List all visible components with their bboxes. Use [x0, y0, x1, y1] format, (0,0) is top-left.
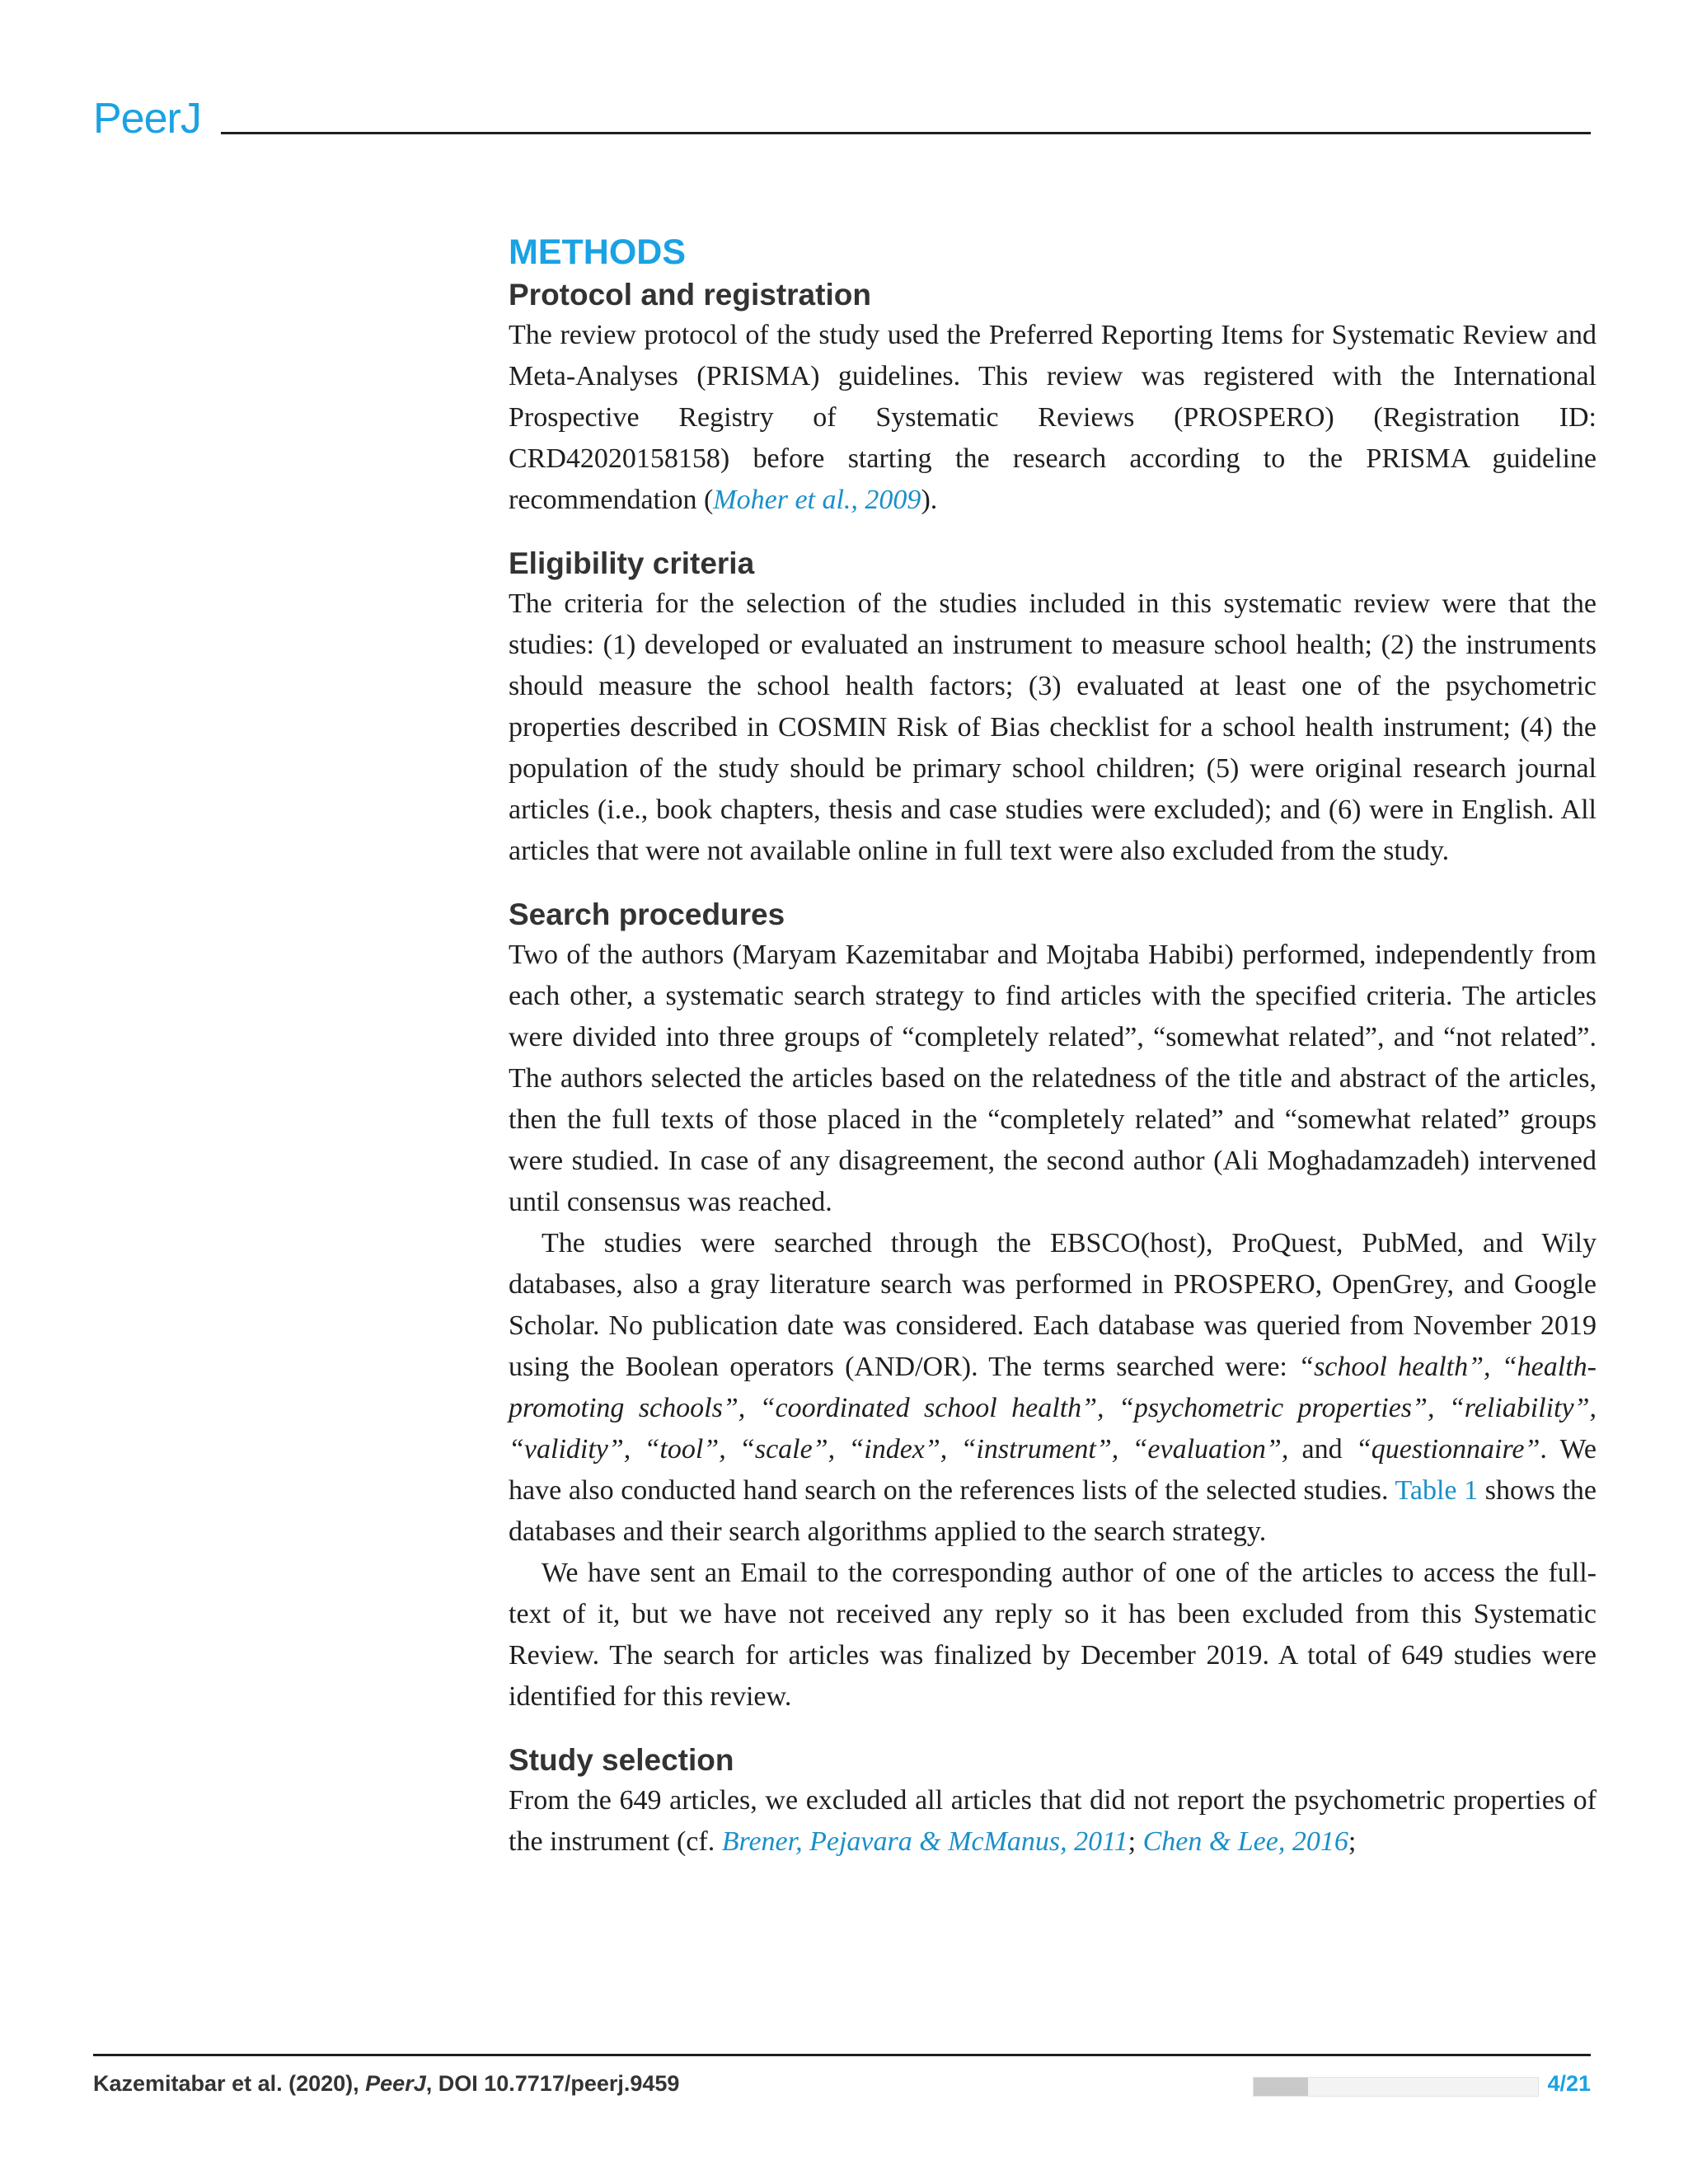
peerj-logo: PeerJ — [93, 95, 201, 143]
header-rule — [221, 132, 1591, 134]
table-1-link[interactable]: Table 1 — [1395, 1475, 1479, 1506]
footer-journal: PeerJ — [365, 2071, 426, 2096]
search-paragraph-1: Two of the authors (Maryam Kazemitabar and Mojtaba Habibi) performed, independently from each other, a systematic search strategy to find articles with the specified criteria. The articles were divided into three groups of “completely related”, “somewhat related”, and “not related”. The authors selected the articles based on the relatedness of the title and abstract of the articles, then the full texts of those placed in the “completely related” and “somewhat related” groups were studied. In case of any disagreement, the second author (Ali Moghadamzadeh) intervened until consensus was reached. — [509, 940, 1597, 1217]
footer-citation: Kazemitabar et al. (2020), PeerJ, DOI 10.7717/peerj.9459 — [93, 2071, 680, 2096]
citation-chen-lee-2016[interactable]: Chen & Lee, 2016 — [1142, 1826, 1348, 1857]
page-number: 4/21 — [1547, 2071, 1591, 2096]
page-progress-fill — [1254, 2078, 1308, 2096]
subhead-selection: Study selection — [509, 1743, 734, 1777]
search-term-questionnaire: “questionnaire” — [1355, 1434, 1540, 1465]
citation-brener-2011[interactable]: Brener, Pejavara & McManus, 2011 — [721, 1826, 1128, 1857]
subhead-eligibility: Eligibility criteria — [509, 546, 755, 580]
citation-moher-2009[interactable]: Moher et al., 2009 — [713, 485, 921, 515]
footer-rule — [93, 2054, 1591, 2056]
eligibility-paragraph: The criteria for the selection of the studies included in this systematic review were that the studies: (1) developed or evaluated an instrument to measure school health; (2) the instruments should measure the school health factors; (3) evaluated at least one of the psychometric properties described in COSMIN Risk of Bias checklist for a school health instrument; (4) the population of the study should be primary school children; (5) were original research journal articles (i.e., book chapters, thesis and case studies were excluded); and (6) were in English. All articles that were not available online in full text were also excluded from the study. — [509, 588, 1597, 866]
section-title-methods: METHODS — [509, 232, 686, 272]
search-paragraph-2: The studies were searched through the EBSCO(host), ProQuest, PubMed, and Wily databases, also a gray literature search was performed in PROSPERO, OpenGrey, and Google Scholar. No publication date was considered. Each database was queried from November 2019 using the Boolean operators (AND/OR). The terms searched were: “school health”, “health-promoting schools”, “coordinated school health”, “psychometric properties”, “reliability”, “validity”, “tool”, “scale”, “index”, “instrument”, “evaluation”, and “questionnaire”. We have also conducted hand search on the references lists of the selected studies. Table 1 shows the databases and their search algorithms applied to the search strategy. — [509, 1228, 1597, 1547]
selection-paragraph: From the 649 articles, we excluded all articles that did not report the psychometric properties of the instrument (cf. Brener, Pejavara & McManus, 2011; Chen & Lee, 2016; — [509, 1785, 1597, 1857]
protocol-paragraph: The review protocol of the study used the Preferred Reporting Items for Systematic Review and Meta-Analyses (PRISMA) guidelines. This review was registered with the International Prospective Registry of Systematic Reviews (PROSPERO) (Registration ID: CRD42020158158) before starting the research according to the PRISMA guideline recommendation (Moher et al., 2009). — [509, 320, 1597, 515]
search-paragraph-3: We have sent an Email to the corresponding author of one of the articles to access the full-text of it, but we have not received any reply so it has been excluded from this Systematic Review. The search for articles was finalized by December 2019. A total of 649 studies were identified for this review. — [509, 1558, 1597, 1712]
article-body — [509, 229, 1597, 1863]
search-terms: “school health”, “health-promoting schools”, “coordinated school health”, “psychometric properties”, “reliability”, “validity”, “tool”, “scale”, “index”, “instrument”, “evaluation”, — [509, 1352, 1597, 1465]
subhead-protocol: Protocol and registration — [509, 278, 871, 312]
page-progress-bar — [1253, 2077, 1539, 2097]
subhead-search: Search procedures — [509, 898, 785, 931]
